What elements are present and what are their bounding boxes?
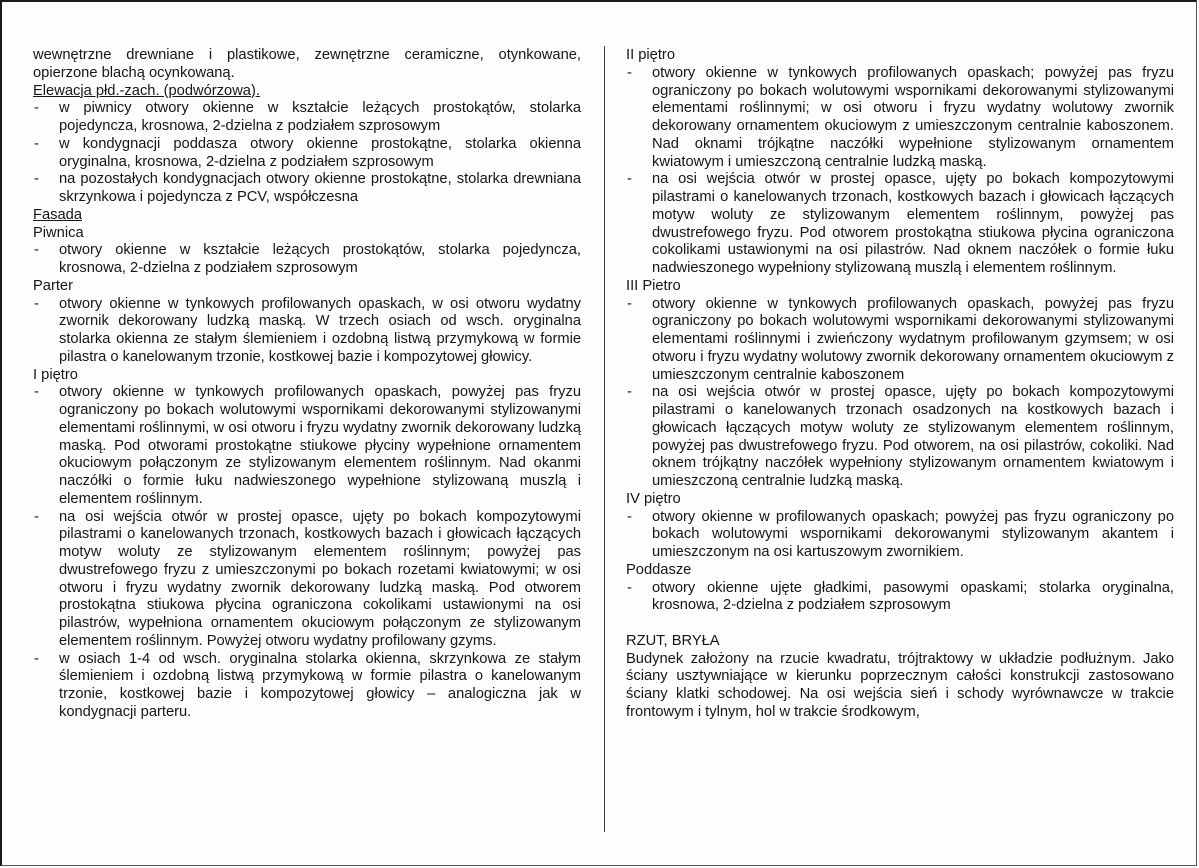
poddasze-heading: Poddasze xyxy=(626,561,692,578)
ivpietro-heading: IV piętro xyxy=(626,490,681,507)
iiipietro-heading: III Pietro xyxy=(626,277,681,294)
list-item: - otwory okienne ujęte gładkimi, pasowymi opaskami; stolarka oryginalna, krosnowa, 2-dzielna z podziałem szprosowym xyxy=(626,580,1174,616)
list-item: - otwory okienne w tynkowych profilowanych opaskach; powyżej pas fryzu ograniczony po bokach wolutowymi wspornikami dekorowanymi stylizowanymi elementami roślinnymi; w osi otworu i fryzu wydatny wolutowy zwornik dekorowany ornamentem okuciowym z umieszczonym centralnie kaboszonem. Nad oknami trójkątne naczółki wypełnione stylizowanym ornamentem kwiatowym i umieszczoną centralnie ludzką maską. xyxy=(626,65,1174,172)
spacer xyxy=(626,615,1174,633)
column-divider xyxy=(604,46,605,832)
list-item: - otwory okienne w profilowanych opaskach; powyżej pas fryzu ograniczony po bokach wolutowymi wspornikami dekorowanymi stylizowanym akantem i umieszczonym na osi kartuszowym zwornikiem. xyxy=(626,509,1174,562)
left-column xyxy=(33,47,581,722)
list-item: - otwory okienne w tynkowych profilowanych opaskach, powyżej pas fryzu ograniczony po bokach wolutowymi wspornikami dekorowanymi stylizowanymi elementami roślinnymi, w osi otworu i fryzu wydatny zwornik dekorowany ludzką maską. Pod otworami prostokątne stiukowe płyciny wypełnione ornamentem okuciowym połączonym ze stylizowanym elementem roślinnym. Nad okanmi naczółki o formie łuku nadwieszonego wypełnione stylizowaną muszlą i elementem roślinnym. xyxy=(33,384,581,508)
list-item: - otwory okienne w tynkowych profilowanych opaskach, w osi otworu wydatny zwornik dekorowany ludzką maską. W trzech osiach od wsch. oryginalna stolarka okienna ze stałym ślemieniem i ozdobną listwą przymykową w formie pilastra o kanelowanym trzonie, kostkowej bazie i kompozytowej głowicy. xyxy=(33,296,581,367)
list-item: - w osiach 1-4 od wsch. oryginalna stolarka okienna, skrzynkowa ze stałym ślemieniem i ozdobną listwą przymykową w formie pilastra o kanelowanym trzonie, kostkowej bazie i kompozytowej głowicy – analogiczna jak w kondygnacji parteru. xyxy=(33,651,581,722)
rzut-heading: RZUT, BRYŁA xyxy=(626,632,720,649)
list-item: - otwory okienne w kształcie leżących prostokątów, stolarka pojedyncza, krosnowa, 2-dzielna z podziałem szprosowym xyxy=(33,242,581,278)
list-item: - otwory okienne w tynkowych profilowanych opaskach, powyżej pas fryzu ograniczony po bokach wolutowymi wspornikami dekorowanymi stylizowanymi elementami roślinnymi i zwieńczony wydatnym profilowanym gzymsem; w osi otworu i fryzu wydatny wolutowy zwornik dekorowany ornamentem okuciowym z umieszczonym centralnie kaboszonem xyxy=(626,296,1174,385)
parter-heading: Parter xyxy=(33,277,73,294)
right-column xyxy=(626,47,1174,722)
rzut-paragraph: Budynek założony na rzucie kwadratu, trójtraktowy w układzie podłużnym. Jako ściany usztywniające w kierunku poprzecznym całości konstrukcji zastosowano ściany klatki schodowej. Na osi wejścia sień i schody wyrównawcze w trakcie frontowym i tylnym, hol w trakcie środkowym, xyxy=(626,650,1174,720)
list-item: - w kondygnacji poddasza otwory okienne prostokątne, stolarka okienna oryginalna, krosnowa, 2-dzielna z podziałem szprosowym xyxy=(33,136,581,172)
list-item: - na osi wejścia otwór w prostej opasce, ujęty po bokach kompozytowymi pilastrami o kanelowanych trzonach, kostkowych bazach i głowicach łączących motyw woluty ze stylizowanym elementem roślinnym, powyżej pas dwustrefowego fryzu. Pod otworem prostokątna stiukowa płycina ograniczona cokolikami ustawionymi na osi pilastrów. Nad oknem naczółek o formie łuku nadwieszonego wypełniony stylizowaną muszlą i elementem roślinnym. xyxy=(626,171,1174,278)
list-item: - na osi wejścia otwór w prostej opasce, ujęty po bokach kompozytowymi pilastrami o kanelowanych trzonach osadzonych na kostkowych bazach i głowicach łączących motyw woluty ze stylizowanym elementem roślinnym, powyżej pas dwustrefowego fryzu. Pod otworem, na osi pilastrów, cokoliki. Nad oknem trójkątny naczółek wypełniony stylizowanym ornamentem kwiatowym i umieszczoną centralnie ludzką maską. xyxy=(626,384,1174,491)
fasada-heading: Fasada xyxy=(33,206,82,223)
iipietro-heading: II piętro xyxy=(626,47,675,63)
ipietro-heading: I piętro xyxy=(33,366,78,383)
elewacja-heading: Elewacja płd.-zach. (podwórzowa). xyxy=(33,82,260,99)
piwnica-heading: Piwnica xyxy=(33,224,84,241)
intro-paragraph: wewnętrzne drewniane i plastikowe, zewnętrzne ceramiczne, otynkowane, opierzone blachą ocynkowaną. xyxy=(33,47,581,81)
list-item: - na pozostałych kondygnacjach otwory okienne prostokątne, stolarka drewniana skrzynkowa i pojedyncza z PCV, współczesna xyxy=(33,171,581,207)
list-item: - w piwnicy otwory okienne w kształcie leżących prostokątów, stolarka pojedyncza, krosnowa, 2-dzielna z podziałem szprosowym xyxy=(33,100,581,136)
list-item: - na osi wejścia otwór w prostej opasce, ujęty po bokach kompozytowymi pilastrami o kanelowanych trzonach, kostkowych bazach i głowicach łączących motyw woluty ze stylizowanym elementem roślinnym; powyżej pas dwustrefowego fryzu z umieszczonymi po bokach rozetami kwiatowymi; w osi otworu i fryzu wydatny zwornik dekorowany ludzką maską. Pod otworem prostokątna stiukowa płycina ograniczona cokolikami ustawionymi na osi pilastrów, wypełniona ornamentem okuciowym połączonym ze stylizowanym elementem roślinnym. Powyżej otworu wydatny profilowany gzyms. xyxy=(33,509,581,651)
